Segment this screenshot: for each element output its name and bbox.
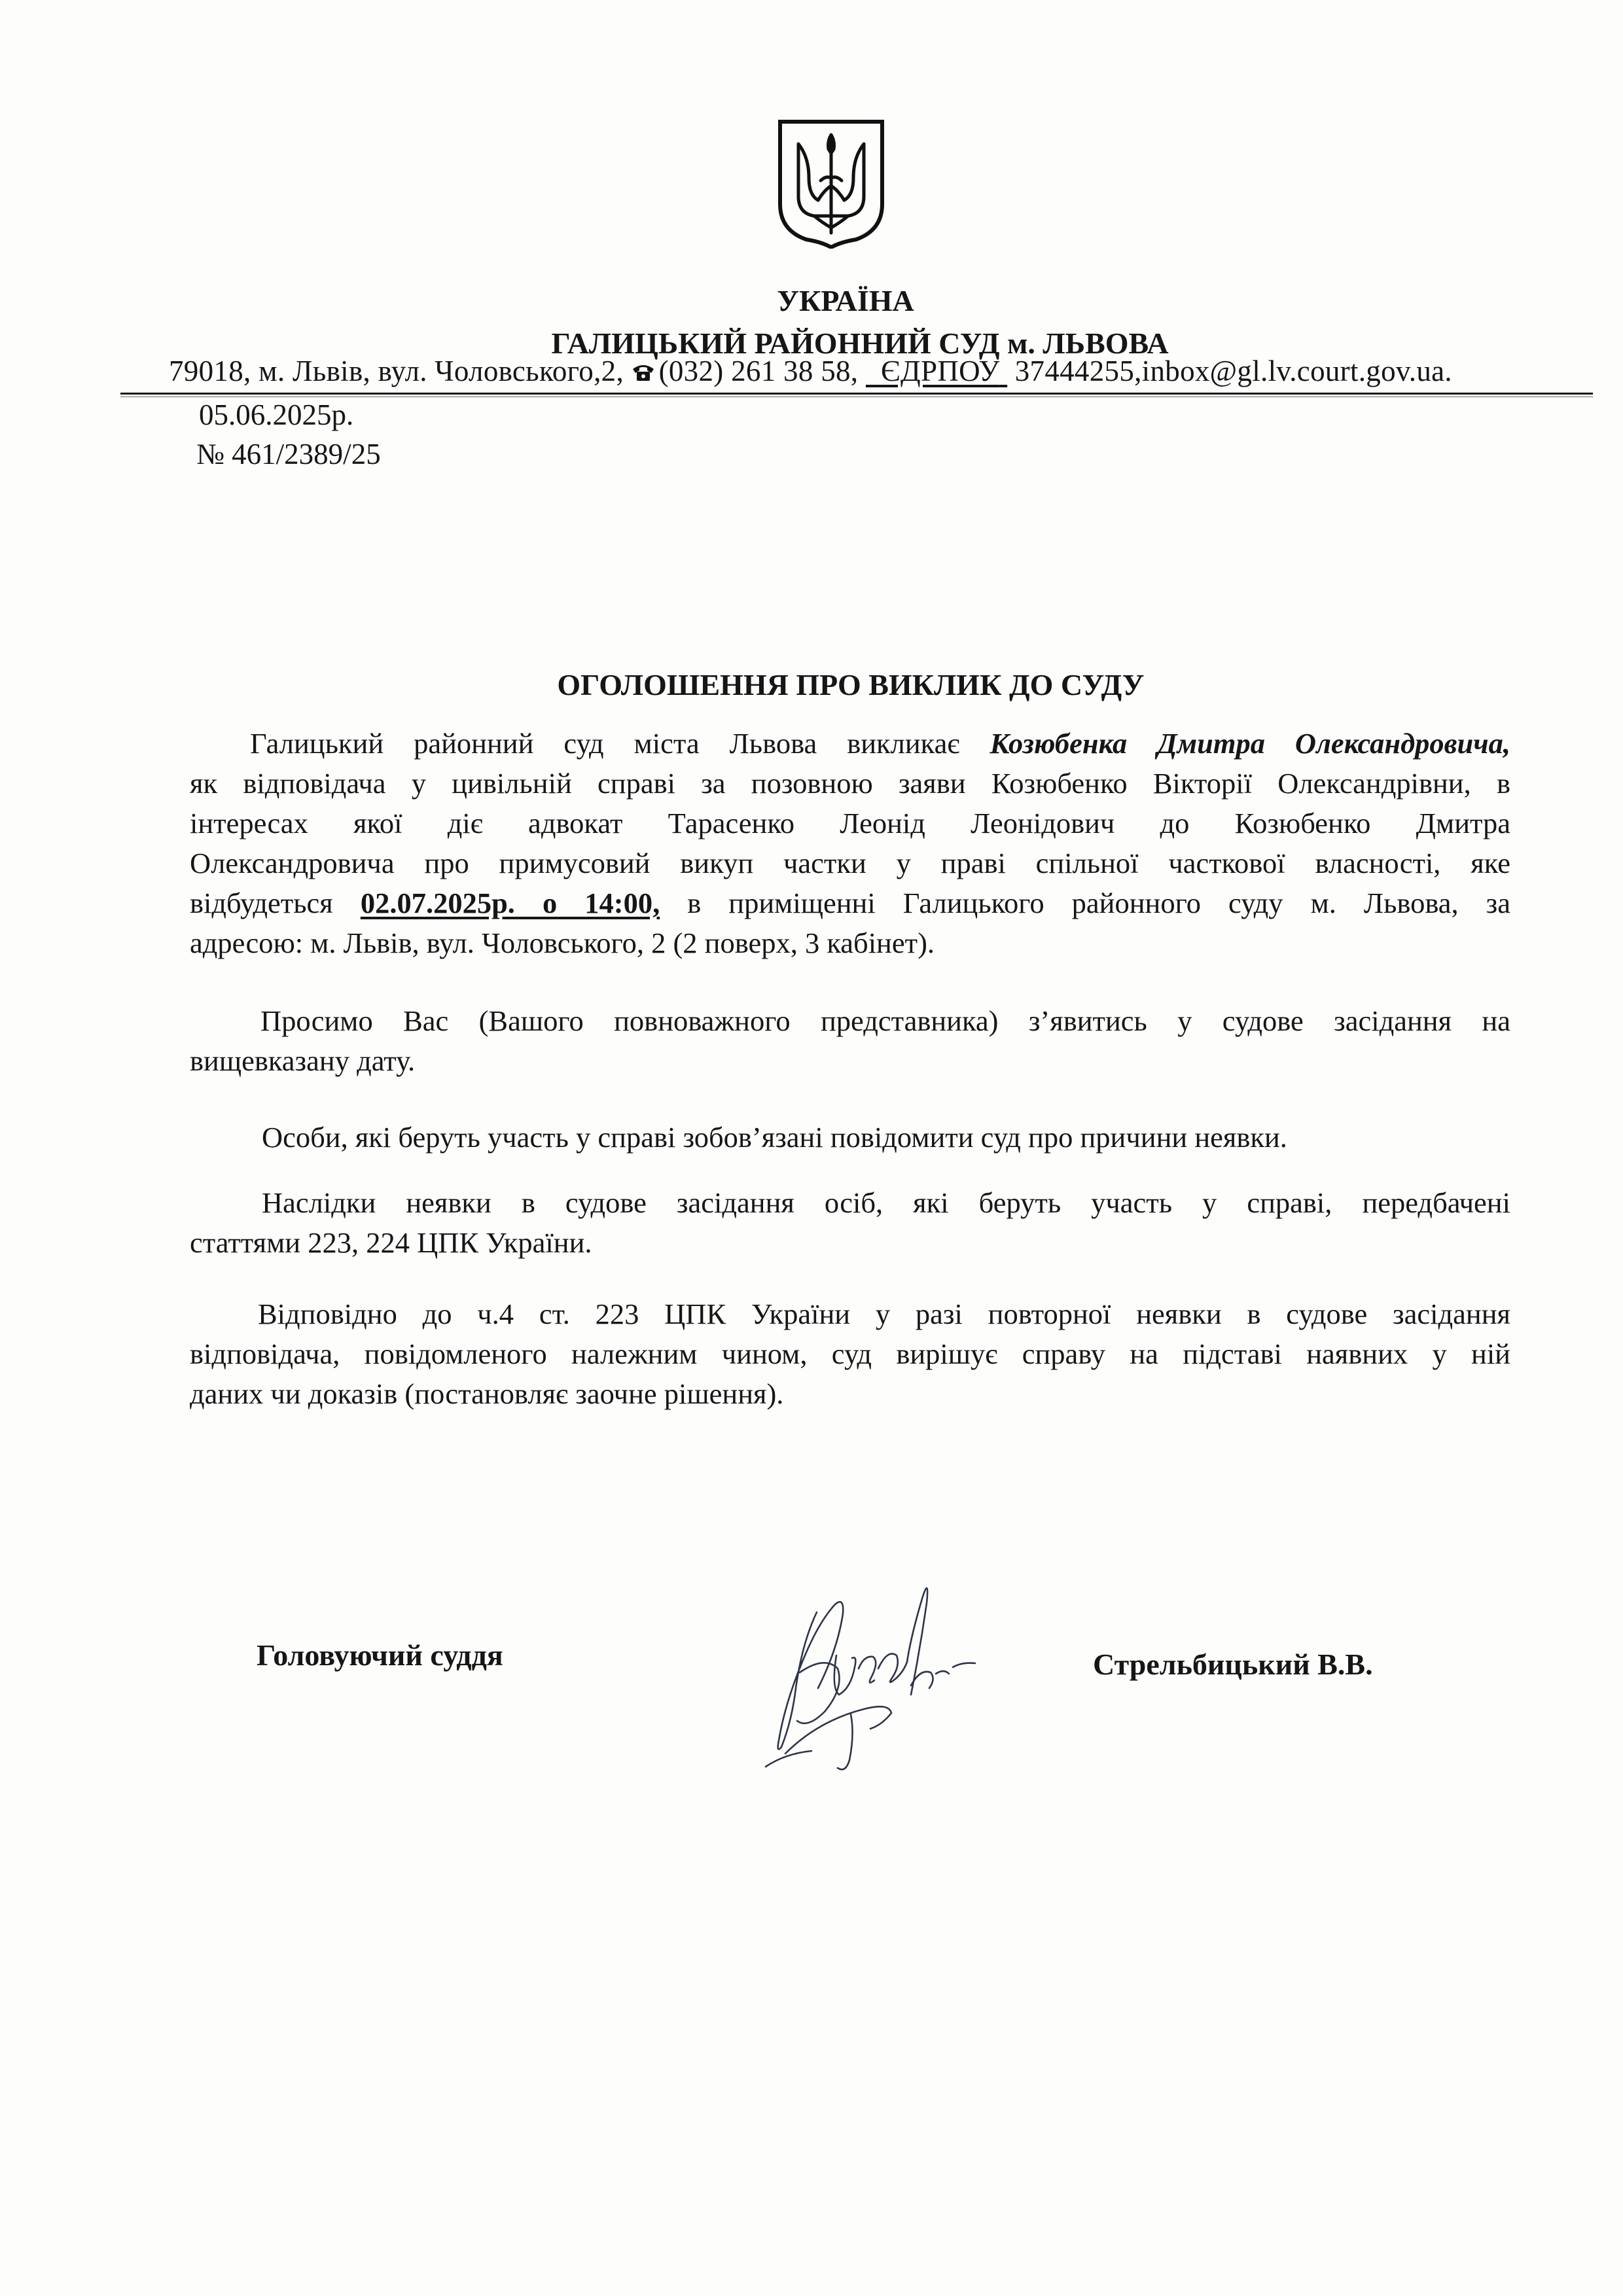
- paragraph-line: Просимо Вас (Вашого повноважного представника) з’явитись у судове засідання на: [260, 1004, 1510, 1037]
- country-heading: УКРАЇНА: [777, 284, 914, 317]
- paragraph-notice-obligation: [190, 1118, 1510, 1157]
- paragraph-line: Особи, які беруть участь у справі зобов’язані повідомити суд про причини неявки.: [262, 1121, 1287, 1154]
- paragraph-line: Олександровича про примусовий викуп частки у праві спільної часткової власності, яке: [190, 847, 1510, 879]
- handwritten-signature: [740, 1557, 988, 1793]
- hearing-datetime: 02.07.2025р. о 14:00,: [360, 887, 660, 919]
- telephone-icon: [632, 362, 655, 382]
- paragraph-line: статтями 223, 224 ЦПК України.: [190, 1226, 592, 1259]
- paragraph-line: інтересах якої діє адвокат Тарасенко Леонід Леонідович до Козюбенко Дмитра: [190, 807, 1510, 839]
- paragraph-consequences: [190, 1183, 1510, 1263]
- edrpou-label: ЄДРПОУ: [881, 355, 1000, 387]
- phone-number: (032) 261 38 58,: [658, 355, 859, 387]
- judge-name: Стрельбицький В.В.: [1093, 1648, 1373, 1681]
- paragraph-line: адресою: м. Львів, вул. Чоловського, 2 (2 поверх, 3 кабінет).: [190, 927, 935, 959]
- paragraph-line: відбудеться 02.07.2025р. о 14:00, в приміщенні Галицького районного суду м. Львова, за: [190, 887, 1511, 919]
- paragraph-line: як відповідача у цивільній справі за позовною заяви Козюбенко Вікторії Олександрівни, в: [190, 767, 1510, 800]
- document-date: 05.06.2025р.: [199, 398, 354, 431]
- paragraph-default-judgment: [190, 1294, 1510, 1414]
- defendant-name: Козюбенка Дмитра Олександровича,: [990, 727, 1511, 760]
- paragraph-line: вищевказану дату.: [190, 1044, 416, 1077]
- paragraph-summons: [190, 724, 1510, 963]
- document-title: ОГОЛОШЕННЯ ПРО ВИКЛИК ДО СУДУ: [557, 668, 1145, 701]
- paragraph-line: Галицький районний суд міста Львова викликає Козюбенка Дмитра Олександровича,: [250, 727, 1511, 760]
- paragraph-request: [190, 1001, 1510, 1081]
- document-number: № 461/2389/25: [196, 438, 381, 470]
- address-text: 79018, м. Львів, вул. Чоловського,2,: [169, 355, 624, 387]
- coat-of-arms-icon: [775, 118, 887, 249]
- header-divider: [120, 393, 1593, 395]
- court-address-line: [169, 352, 1452, 390]
- court-name-heading: ГАЛИЦЬКИЙ РАЙОННИЙ СУД м. ЛЬВОВА: [551, 327, 1169, 360]
- presiding-judge-label: Головуючий суддя: [257, 1638, 503, 1672]
- edrpou-and-email: 37444255,inbox@gl.lv.court.gov.ua.: [1014, 355, 1452, 387]
- paragraph-line: відповідача, повідомленого належним чином, суд вирішує справу на підставі наявних у ній: [190, 1337, 1510, 1370]
- paragraph-line: даних чи доказів (постановляє заочне рішення).: [190, 1377, 784, 1410]
- paragraph-line: Відповідно до ч.4 ст. 223 ЦПК України у разі повторної неявки в судове засідання: [258, 1298, 1510, 1330]
- paragraph-line: Наслідки неявки в судове засідання осіб, які беруть участь у справі, передбачені: [262, 1186, 1510, 1219]
